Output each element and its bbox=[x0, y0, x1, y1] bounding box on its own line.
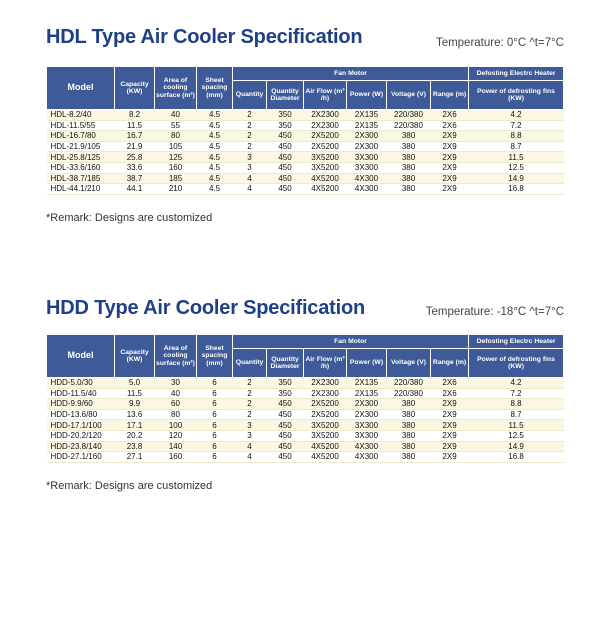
cell-defrost-power: 7.2 bbox=[469, 388, 564, 399]
cell-voltage: 380 bbox=[387, 184, 431, 195]
cell-voltage: 380 bbox=[387, 162, 431, 173]
table-row bbox=[47, 152, 564, 163]
cell-range: 2X9 bbox=[431, 173, 469, 184]
header-defrost-power: Power of defrosting fins (KW) bbox=[469, 349, 564, 378]
cell-model: HDD-20.2/120 bbox=[47, 430, 115, 441]
cell-power: 4X300 bbox=[347, 173, 387, 184]
header-quantity: Quantity bbox=[233, 81, 267, 110]
cell-area: 100 bbox=[155, 420, 197, 431]
cell-air-flow: 2X5200 bbox=[304, 131, 347, 142]
header-range: Range (m) bbox=[431, 349, 469, 378]
cell-defrost-power: 14.9 bbox=[469, 441, 564, 452]
header-defrost-group: Defosting Electrc Heater bbox=[469, 67, 564, 81]
cell-voltage: 220/380 bbox=[387, 120, 431, 131]
header-model: Model bbox=[47, 67, 115, 110]
header-quantity: Quantity bbox=[233, 349, 267, 378]
cell-defrost-power: 11.5 bbox=[469, 420, 564, 431]
cell-air-flow: 2X2300 bbox=[304, 388, 347, 399]
header-fan-motor: Fan Motor bbox=[233, 67, 469, 81]
cell-area: 105 bbox=[155, 141, 197, 152]
header-defrost-power: Power of defrosting fins (KW) bbox=[469, 81, 564, 110]
hdd-remark: *Remark: Designs are customized bbox=[46, 480, 213, 492]
cell-quantity: 2 bbox=[233, 378, 267, 389]
cell-capacity: 33.6 bbox=[115, 162, 155, 173]
cell-range: 2X6 bbox=[431, 388, 469, 399]
cell-range: 2X9 bbox=[431, 141, 469, 152]
cell-power: 3X300 bbox=[347, 420, 387, 431]
cell-area: 120 bbox=[155, 430, 197, 441]
cell-quantity: 4 bbox=[233, 173, 267, 184]
table-row bbox=[47, 110, 564, 121]
header-capacity: Capacity (KW) bbox=[115, 67, 155, 110]
cell-quantity: 4 bbox=[233, 184, 267, 195]
cell-area: 55 bbox=[155, 120, 197, 131]
header-fan-motor: Fan Motor bbox=[233, 335, 469, 349]
cell-quantity: 2 bbox=[233, 399, 267, 410]
cell-defrost-power: 7.2 bbox=[469, 120, 564, 131]
cell-air-flow: 2X5200 bbox=[304, 399, 347, 410]
cell-defrost-power: 12.5 bbox=[469, 430, 564, 441]
header-sheet-spacing: Sheet spacing (mm) bbox=[197, 67, 233, 110]
cell-capacity: 23.8 bbox=[115, 441, 155, 452]
cell-quantity-diameter: 450 bbox=[267, 173, 304, 184]
cell-model: HDD-17.1/100 bbox=[47, 420, 115, 431]
cell-area: 140 bbox=[155, 441, 197, 452]
cell-air-flow: 3X5200 bbox=[304, 152, 347, 163]
header-voltage: Voltage (V) bbox=[387, 349, 431, 378]
cell-defrost-power: 14.9 bbox=[469, 173, 564, 184]
cell-quantity-diameter: 350 bbox=[267, 120, 304, 131]
cell-voltage: 380 bbox=[387, 409, 431, 420]
cell-area: 160 bbox=[155, 162, 197, 173]
cell-range: 2X9 bbox=[431, 162, 469, 173]
cell-quantity: 2 bbox=[233, 388, 267, 399]
cell-capacity: 9.9 bbox=[115, 399, 155, 410]
header-area: Area of cooling surface (m²) bbox=[155, 67, 197, 110]
cell-area: 185 bbox=[155, 173, 197, 184]
cell-model: HDL-16.7/80 bbox=[47, 131, 115, 142]
cell-power: 4X300 bbox=[347, 441, 387, 452]
cell-model: HDD-9.9/60 bbox=[47, 399, 115, 410]
table-row bbox=[47, 399, 564, 410]
cell-quantity-diameter: 350 bbox=[267, 388, 304, 399]
cell-sheet-spacing: 4.5 bbox=[197, 120, 233, 131]
cell-voltage: 220/380 bbox=[387, 110, 431, 121]
table-row bbox=[47, 441, 564, 452]
cell-capacity: 25.8 bbox=[115, 152, 155, 163]
cell-capacity: 38.7 bbox=[115, 173, 155, 184]
cell-sheet-spacing: 6 bbox=[197, 409, 233, 420]
cell-area: 210 bbox=[155, 184, 197, 195]
cell-model: HDL-33.6/160 bbox=[47, 162, 115, 173]
cell-air-flow: 2X2300 bbox=[304, 120, 347, 131]
cell-defrost-power: 8.7 bbox=[469, 141, 564, 152]
cell-voltage: 380 bbox=[387, 441, 431, 452]
hdl-table-body bbox=[47, 110, 564, 195]
cell-power: 2X135 bbox=[347, 378, 387, 389]
cell-power: 2X300 bbox=[347, 399, 387, 410]
hdl-spec-table bbox=[46, 66, 564, 195]
cell-voltage: 380 bbox=[387, 420, 431, 431]
table-row bbox=[47, 141, 564, 152]
cell-area: 30 bbox=[155, 378, 197, 389]
cell-air-flow: 4X5200 bbox=[304, 184, 347, 195]
header-range: Range (m) bbox=[431, 81, 469, 110]
cell-area: 80 bbox=[155, 409, 197, 420]
cell-defrost-power: 16.8 bbox=[469, 452, 564, 463]
cell-model: HDL-21.9/105 bbox=[47, 141, 115, 152]
cell-sheet-spacing: 4.5 bbox=[197, 152, 233, 163]
hdl-remark: *Remark: Designs are customized bbox=[46, 212, 213, 224]
cell-voltage: 380 bbox=[387, 173, 431, 184]
cell-quantity: 3 bbox=[233, 430, 267, 441]
cell-model: HDL-11.5/55 bbox=[47, 120, 115, 131]
cell-defrost-power: 4.2 bbox=[469, 378, 564, 389]
cell-capacity: 21.9 bbox=[115, 141, 155, 152]
cell-quantity: 2 bbox=[233, 131, 267, 142]
table-row bbox=[47, 184, 564, 195]
cell-capacity: 5.0 bbox=[115, 378, 155, 389]
hdd-temperature: Temperature: -18°C ^t=7°C bbox=[425, 306, 564, 318]
cell-sheet-spacing: 4.5 bbox=[197, 173, 233, 184]
cell-area: 40 bbox=[155, 388, 197, 399]
cell-power: 4X300 bbox=[347, 184, 387, 195]
cell-capacity: 27.1 bbox=[115, 452, 155, 463]
cell-quantity-diameter: 450 bbox=[267, 452, 304, 463]
hdd-table-body bbox=[47, 378, 564, 463]
cell-area: 60 bbox=[155, 399, 197, 410]
cell-quantity-diameter: 350 bbox=[267, 378, 304, 389]
cell-quantity: 2 bbox=[233, 141, 267, 152]
cell-quantity-diameter: 450 bbox=[267, 141, 304, 152]
cell-power: 2X300 bbox=[347, 141, 387, 152]
cell-defrost-power: 8.8 bbox=[469, 399, 564, 410]
table-row bbox=[47, 173, 564, 184]
cell-model: HDL-25.8/125 bbox=[47, 152, 115, 163]
cell-quantity: 4 bbox=[233, 452, 267, 463]
cell-quantity-diameter: 450 bbox=[267, 152, 304, 163]
cell-model: HDD-11.5/40 bbox=[47, 388, 115, 399]
cell-range: 2X9 bbox=[431, 441, 469, 452]
cell-quantity-diameter: 450 bbox=[267, 131, 304, 142]
table-row bbox=[47, 452, 564, 463]
cell-air-flow: 2X5200 bbox=[304, 409, 347, 420]
cell-sheet-spacing: 6 bbox=[197, 378, 233, 389]
cell-capacity: 17.1 bbox=[115, 420, 155, 431]
cell-defrost-power: 4.2 bbox=[469, 110, 564, 121]
cell-sheet-spacing: 4.5 bbox=[197, 141, 233, 152]
cell-range: 2X9 bbox=[431, 409, 469, 420]
cell-quantity-diameter: 450 bbox=[267, 420, 304, 431]
cell-model: HDD-13.6/80 bbox=[47, 409, 115, 420]
cell-range: 2X6 bbox=[431, 110, 469, 121]
cell-model: HDL-38.7/185 bbox=[47, 173, 115, 184]
cell-sheet-spacing: 4.5 bbox=[197, 110, 233, 121]
table-row bbox=[47, 388, 564, 399]
cell-power: 2X135 bbox=[347, 110, 387, 121]
cell-sheet-spacing: 4.5 bbox=[197, 162, 233, 173]
cell-sheet-spacing: 6 bbox=[197, 399, 233, 410]
cell-power: 3X300 bbox=[347, 430, 387, 441]
cell-air-flow: 4X5200 bbox=[304, 441, 347, 452]
cell-sheet-spacing: 4.5 bbox=[197, 184, 233, 195]
cell-model: HDD-27.1/160 bbox=[47, 452, 115, 463]
cell-power: 2X300 bbox=[347, 409, 387, 420]
cell-air-flow: 4X5200 bbox=[304, 173, 347, 184]
cell-voltage: 380 bbox=[387, 452, 431, 463]
cell-area: 40 bbox=[155, 110, 197, 121]
cell-voltage: 220/380 bbox=[387, 378, 431, 389]
cell-power: 3X300 bbox=[347, 152, 387, 163]
cell-area: 160 bbox=[155, 452, 197, 463]
cell-quantity-diameter: 450 bbox=[267, 184, 304, 195]
cell-voltage: 380 bbox=[387, 141, 431, 152]
header-area: Area of cooling surface (m²) bbox=[155, 335, 197, 378]
cell-power: 2X135 bbox=[347, 388, 387, 399]
hdd-spec-table bbox=[46, 334, 564, 463]
cell-range: 2X6 bbox=[431, 120, 469, 131]
cell-capacity: 11.5 bbox=[115, 388, 155, 399]
cell-sheet-spacing: 6 bbox=[197, 420, 233, 431]
cell-quantity-diameter: 450 bbox=[267, 430, 304, 441]
cell-air-flow: 3X5200 bbox=[304, 162, 347, 173]
cell-sheet-spacing: 6 bbox=[197, 452, 233, 463]
cell-air-flow: 2X5200 bbox=[304, 141, 347, 152]
table-row bbox=[47, 420, 564, 431]
cell-capacity: 8.2 bbox=[115, 110, 155, 121]
cell-capacity: 20.2 bbox=[115, 430, 155, 441]
cell-voltage: 380 bbox=[387, 430, 431, 441]
cell-sheet-spacing: 6 bbox=[197, 441, 233, 452]
cell-range: 2X9 bbox=[431, 131, 469, 142]
header-power: Power (W) bbox=[347, 349, 387, 378]
header-quantity-diameter: Quantity Diameter bbox=[267, 81, 304, 110]
cell-capacity: 16.7 bbox=[115, 131, 155, 142]
cell-quantity-diameter: 450 bbox=[267, 441, 304, 452]
hdl-title: HDL Type Air Cooler Specification bbox=[46, 26, 363, 48]
cell-model: HDD-5.0/30 bbox=[47, 378, 115, 389]
table-row bbox=[47, 120, 564, 131]
cell-defrost-power: 8.7 bbox=[469, 409, 564, 420]
header-capacity: Capacity (KW) bbox=[115, 335, 155, 378]
header-power: Power (W) bbox=[347, 81, 387, 110]
cell-defrost-power: 16.8 bbox=[469, 184, 564, 195]
cell-air-flow: 2X2300 bbox=[304, 110, 347, 121]
cell-capacity: 13.6 bbox=[115, 409, 155, 420]
table-row bbox=[47, 430, 564, 441]
header-defrost-group: Defosting Electrc Heater bbox=[469, 335, 564, 349]
cell-voltage: 380 bbox=[387, 152, 431, 163]
cell-power: 4X300 bbox=[347, 452, 387, 463]
header-voltage: Voltage (V) bbox=[387, 81, 431, 110]
cell-sheet-spacing: 4.5 bbox=[197, 131, 233, 142]
cell-quantity-diameter: 450 bbox=[267, 409, 304, 420]
cell-voltage: 380 bbox=[387, 131, 431, 142]
table-row bbox=[47, 131, 564, 142]
cell-range: 2X9 bbox=[431, 184, 469, 195]
cell-sheet-spacing: 6 bbox=[197, 430, 233, 441]
cell-area: 125 bbox=[155, 152, 197, 163]
cell-quantity: 2 bbox=[233, 409, 267, 420]
cell-range: 2X9 bbox=[431, 152, 469, 163]
cell-quantity: 4 bbox=[233, 441, 267, 452]
header-model: Model bbox=[47, 335, 115, 378]
cell-voltage: 380 bbox=[387, 399, 431, 410]
cell-range: 2X9 bbox=[431, 430, 469, 441]
cell-air-flow: 3X5200 bbox=[304, 420, 347, 431]
cell-model: HDD-23.8/140 bbox=[47, 441, 115, 452]
table-row bbox=[47, 378, 564, 389]
header-air-flow: Air Flow (m³ /h) bbox=[304, 81, 347, 110]
cell-voltage: 220/380 bbox=[387, 388, 431, 399]
header-air-flow: Air Flow (m³ /h) bbox=[304, 349, 347, 378]
cell-range: 2X9 bbox=[431, 420, 469, 431]
hdl-temperature: Temperature: 0°C ^t=7°C bbox=[435, 37, 564, 49]
cell-defrost-power: 11.5 bbox=[469, 152, 564, 163]
header-quantity-diameter: Quantity Diameter bbox=[267, 349, 304, 378]
header-sheet-spacing: Sheet spacing (mm) bbox=[197, 335, 233, 378]
cell-sheet-spacing: 6 bbox=[197, 388, 233, 399]
cell-quantity: 2 bbox=[233, 120, 267, 131]
cell-model: HDL-8.2/40 bbox=[47, 110, 115, 121]
cell-power: 3X300 bbox=[347, 162, 387, 173]
cell-power: 2X300 bbox=[347, 131, 387, 142]
cell-range: 2X9 bbox=[431, 452, 469, 463]
hdd-title: HDD Type Air Cooler Specification bbox=[46, 297, 366, 319]
cell-air-flow: 3X5200 bbox=[304, 430, 347, 441]
cell-quantity-diameter: 450 bbox=[267, 162, 304, 173]
cell-capacity: 44.1 bbox=[115, 184, 155, 195]
cell-model: HDL-44.1/210 bbox=[47, 184, 115, 195]
cell-power: 2X135 bbox=[347, 120, 387, 131]
cell-defrost-power: 8.8 bbox=[469, 131, 564, 142]
cell-range: 2X9 bbox=[431, 399, 469, 410]
cell-defrost-power: 12.5 bbox=[469, 162, 564, 173]
cell-area: 80 bbox=[155, 131, 197, 142]
cell-quantity: 3 bbox=[233, 152, 267, 163]
cell-range: 2X6 bbox=[431, 378, 469, 389]
cell-quantity: 3 bbox=[233, 162, 267, 173]
table-row bbox=[47, 409, 564, 420]
table-row bbox=[47, 162, 564, 173]
cell-air-flow: 2X2300 bbox=[304, 378, 347, 389]
cell-quantity-diameter: 450 bbox=[267, 399, 304, 410]
cell-quantity-diameter: 350 bbox=[267, 110, 304, 121]
cell-capacity: 11.5 bbox=[115, 120, 155, 131]
cell-quantity: 3 bbox=[233, 420, 267, 431]
cell-quantity: 2 bbox=[233, 110, 267, 121]
cell-air-flow: 4X5200 bbox=[304, 452, 347, 463]
